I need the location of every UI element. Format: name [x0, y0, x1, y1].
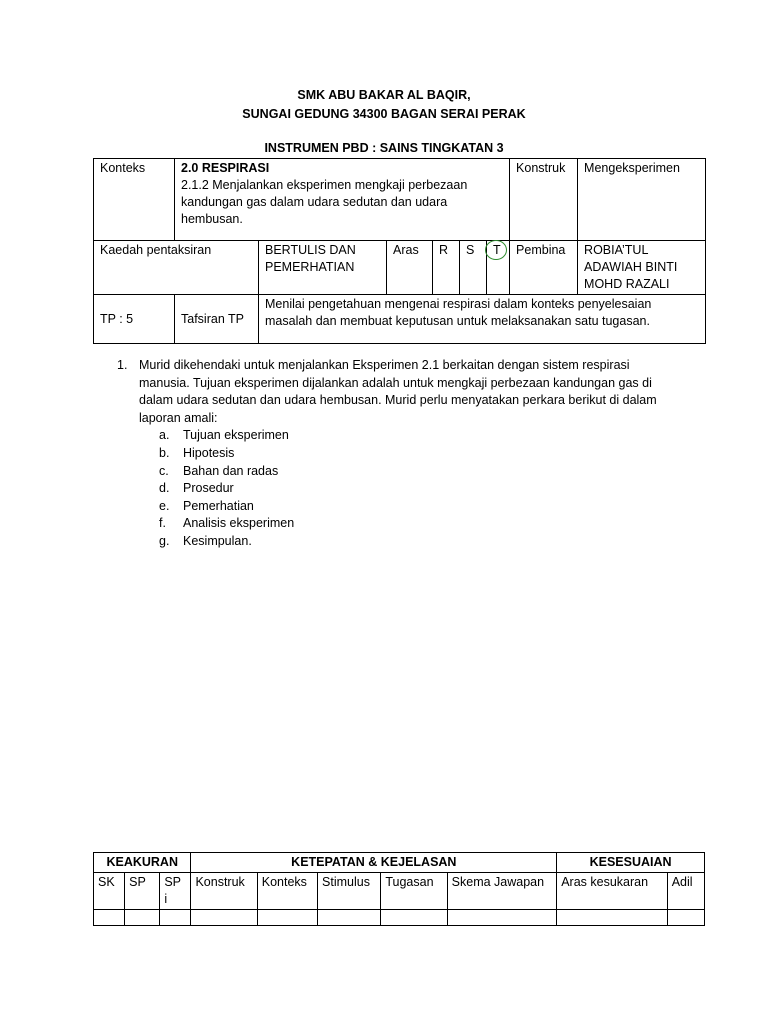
- aras-s: S: [460, 241, 487, 295]
- list-item: b. Hipotesis: [159, 445, 235, 460]
- col-adil: Adil: [667, 873, 704, 910]
- list-item: g. Kesimpulan.: [159, 533, 252, 548]
- col-konteks: Konteks: [257, 873, 317, 910]
- list-item: e. Pemerhatian: [159, 498, 254, 513]
- konteks-label: Konteks: [94, 159, 175, 241]
- pembina-label: Pembina: [510, 241, 578, 295]
- school-name: SMK ABU BAKAR AL BAQIR,: [297, 88, 471, 102]
- kesesuaian-header: KESESUAIAN: [557, 853, 705, 873]
- list-item: d. Prosedur: [159, 481, 234, 496]
- score-cell[interactable]: [94, 910, 125, 926]
- tafsiran-label: Tafsiran TP: [175, 295, 259, 344]
- col-stimulus: Stimulus: [318, 873, 381, 910]
- info-table: [93, 158, 706, 344]
- question-items: [117, 427, 677, 550]
- score-cell[interactable]: [381, 910, 447, 926]
- konteks-cell: [175, 159, 510, 241]
- topic-title: 2.0 RESPIRASI: [181, 161, 270, 175]
- konstruk-label: Konstruk: [510, 159, 578, 241]
- list-item: a. Tujuan eksperimen: [159, 428, 289, 443]
- kaedah-value: BERTULIS DAN PEMERHATIAN: [259, 241, 387, 295]
- col-spi: SP i: [160, 873, 191, 910]
- aras-t-circled: T: [493, 243, 501, 257]
- score-cell[interactable]: [318, 910, 381, 926]
- col-sk: SK: [94, 873, 125, 910]
- col-sp: SP: [125, 873, 160, 910]
- kaedah-label: Kaedah pentaksiran: [94, 241, 259, 295]
- score-cell[interactable]: [125, 910, 160, 926]
- rubric-table: [93, 852, 705, 926]
- question-text: Murid dikehendaki untuk menjalankan Eksperimen 2.1 berkaitan dengan sistem respirasi manusia. Tujuan eksperimen dijalankan adalah untuk mengkaji perbezaan kandungan gas di dalam udara sedutan dan udara hembusan. Murid perlu menyatakan perkara berikut di dalam laporan amali:: [139, 358, 657, 425]
- pembina-value: ROBIA’TUL ADAWIAH BINTI MOHD RAZALI: [578, 241, 706, 295]
- question-block: [117, 357, 677, 551]
- aras-r: R: [433, 241, 460, 295]
- col-skema-jawapan: Skema Jawapan: [447, 873, 557, 910]
- score-cell[interactable]: [160, 910, 191, 926]
- list-item: c. Bahan dan radas: [159, 463, 279, 478]
- score-cell[interactable]: [191, 910, 257, 926]
- ketepatan-header: KETEPATAN & KEJELASAN: [191, 853, 557, 873]
- tafsiran-value: Menilai pengetahuan mengenai respirasi dalam konteks penyelesaian masalah dan membuat keputusan untuk melaksanakan satu tugasan.: [259, 295, 706, 344]
- score-cell[interactable]: [447, 910, 557, 926]
- subtopic-text: 2.1.2 Menjalankan eksperimen mengkaji perbezaan kandungan gas dalam udara sedutan dan udara hembusan.: [181, 178, 468, 226]
- keakuran-header: KEAKURAN: [94, 853, 191, 873]
- konstruk-value: Mengeksperimen: [578, 159, 706, 241]
- list-item: f. Analisis eksperimen: [159, 516, 295, 531]
- aras-label: Aras: [387, 241, 433, 295]
- col-aras-kesukaran: Aras kesukaran: [557, 873, 668, 910]
- table-row: [94, 910, 705, 926]
- tp-label: TP : 5: [94, 295, 175, 344]
- question-number: 1.: [117, 358, 128, 372]
- col-tugasan: Tugasan: [381, 873, 447, 910]
- score-cell[interactable]: [557, 910, 668, 926]
- score-cell[interactable]: [667, 910, 704, 926]
- school-address: SUNGAI GEDUNG 34300 BAGAN SERAI PERAK: [242, 107, 526, 121]
- instrument-title: INSTRUMEN PBD : SAINS TINGKATAN 3: [264, 141, 504, 155]
- col-konstruk: Konstruk: [191, 873, 257, 910]
- aras-t-cell: [487, 241, 510, 295]
- score-cell[interactable]: [257, 910, 317, 926]
